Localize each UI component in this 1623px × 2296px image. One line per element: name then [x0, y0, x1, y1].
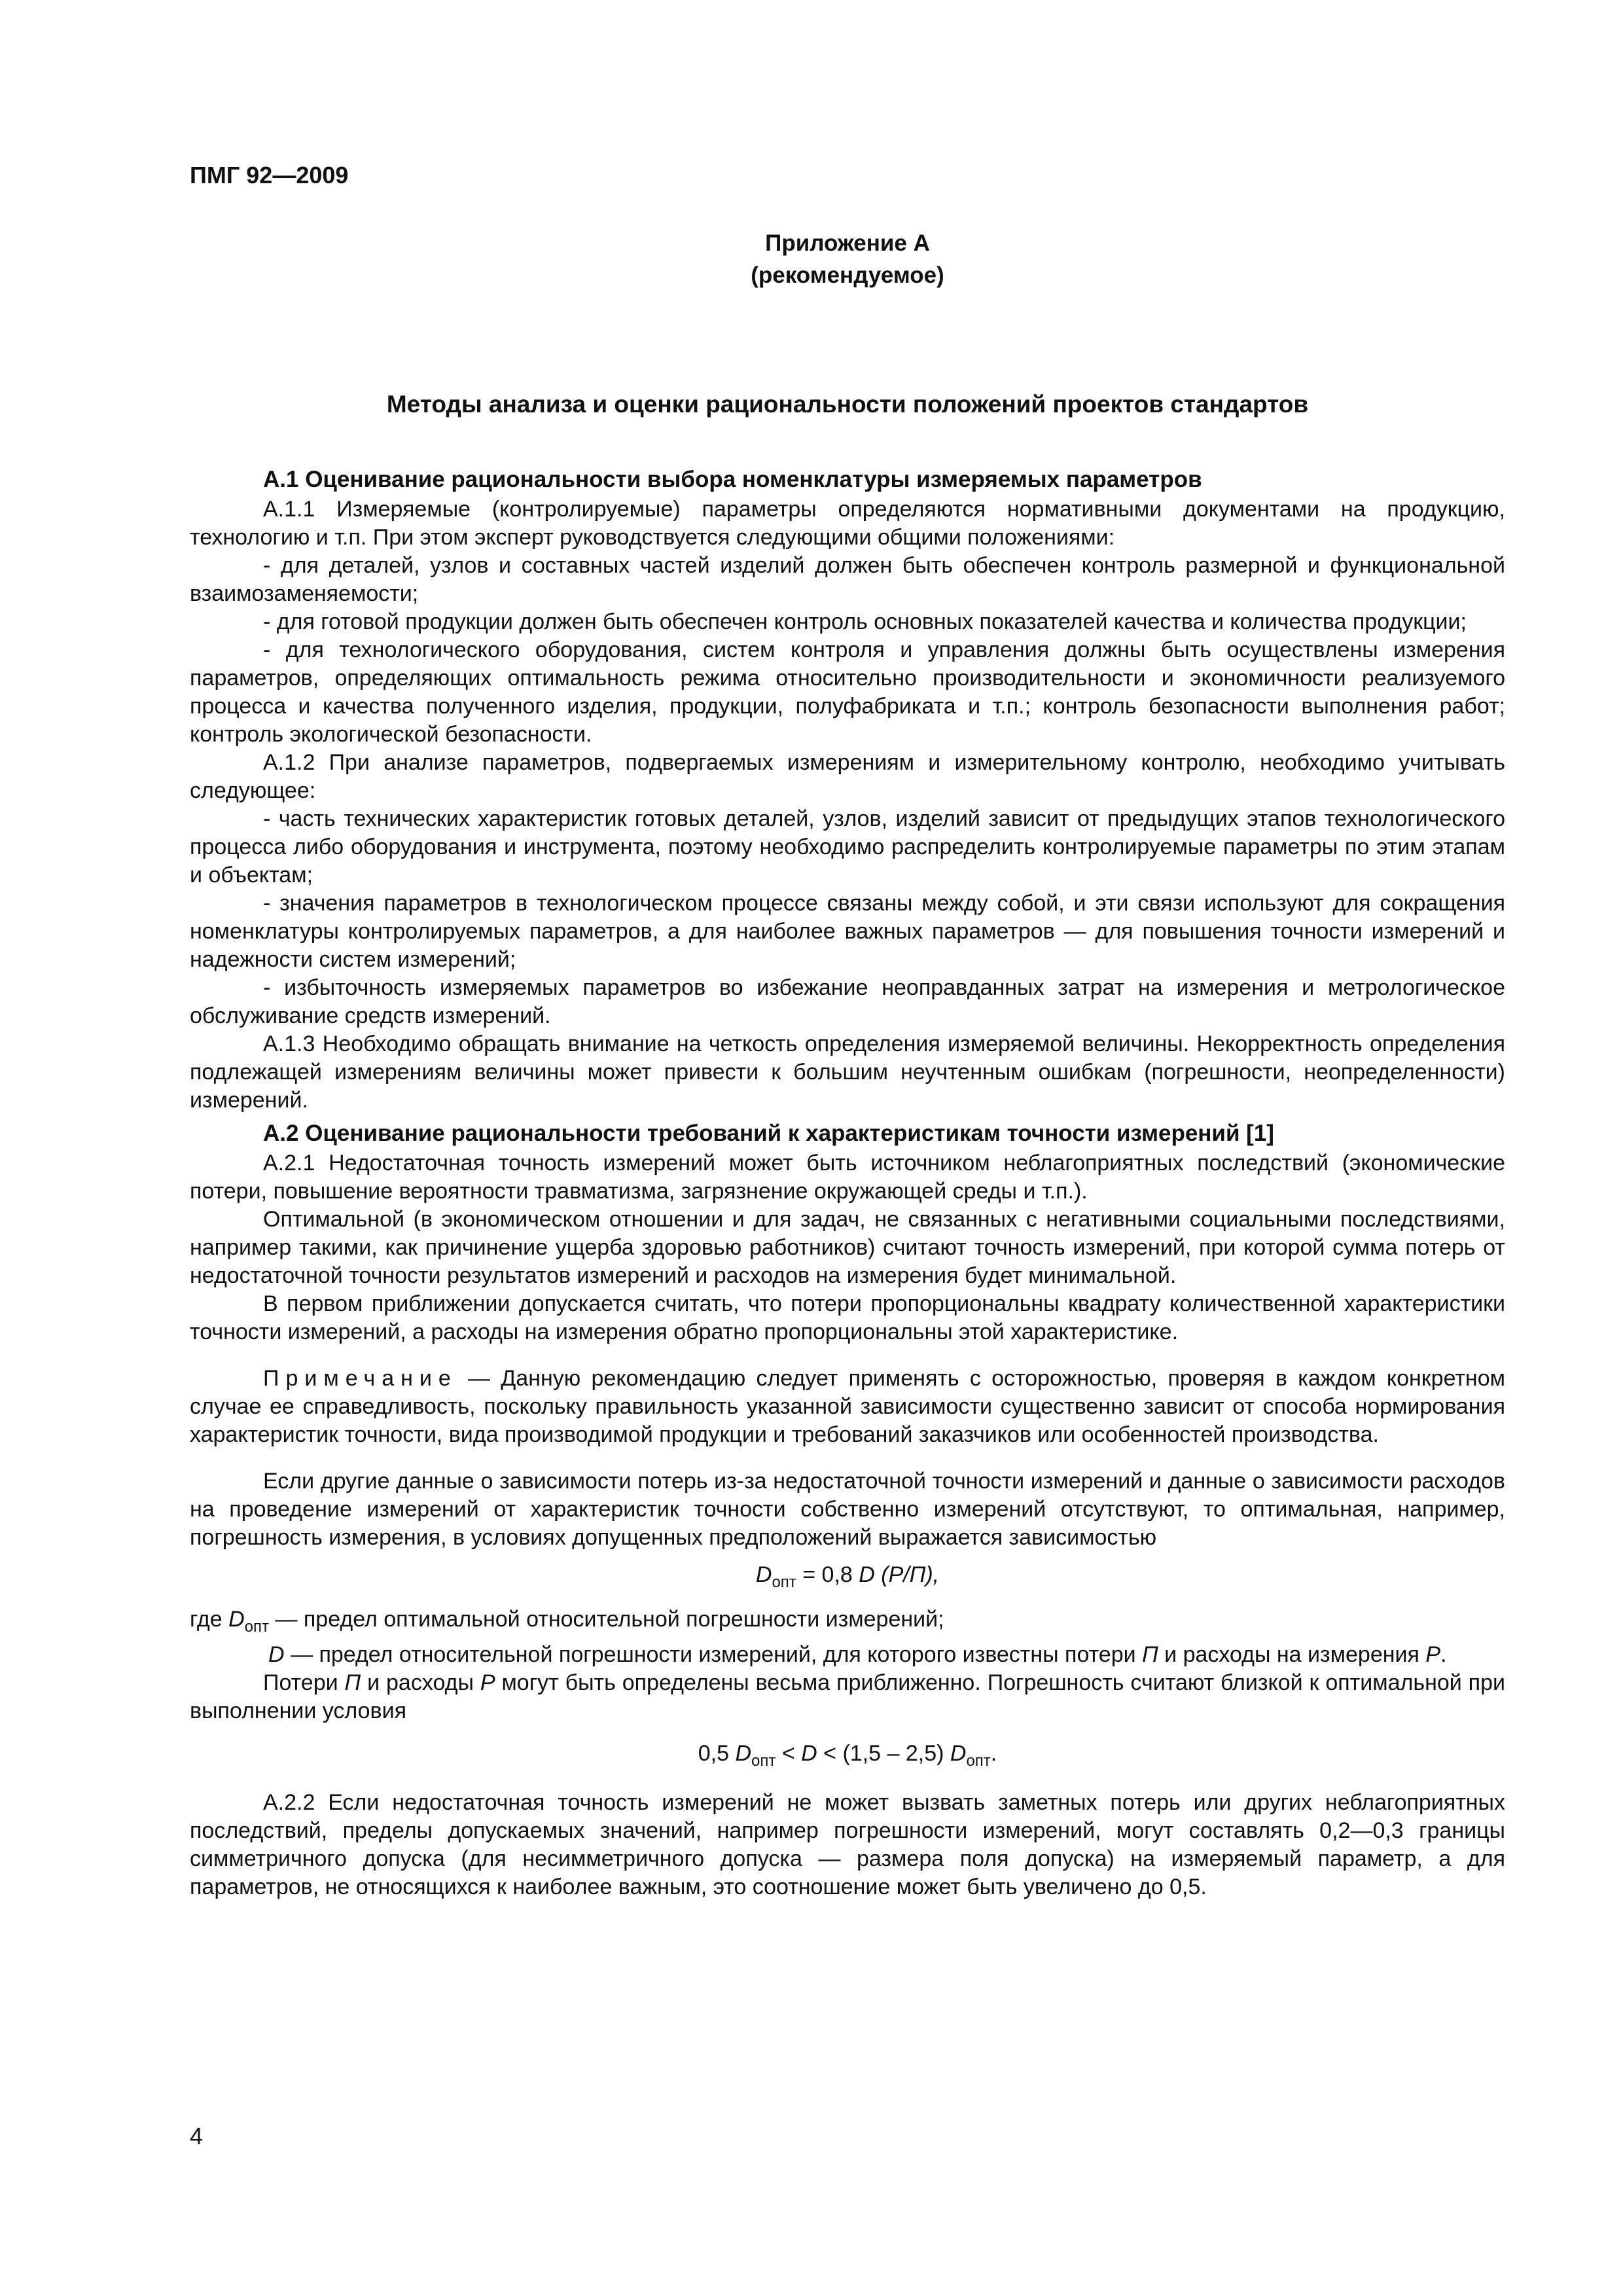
paragraph-a1-3: А.1.3 Необходимо обращать внимание на четкость определения измеряемой величины. Некорректность определения подлежащей измерениям величины может привести к большим неучтенным ошибкам (погрешности, неопределенности) измерений.	[190, 1031, 1505, 1113]
paragraph-a2-first-approx: В первом приближении допускается считать, что потери пропорциональны квадрату количественной характеристики точности измерений, а расходы на измерения обратно пропорциональны этой характеристике.	[190, 1291, 1505, 1344]
note-label: Примечание	[263, 1366, 457, 1391]
bullet-a1-1-3: - для технологического оборудования, систем контроля и управления должны быть осуществлены измерения параметров, определяющих оптимальность режима относительно производительности и экономичности реализуемого процесса и качества полученного изделия, продукции, полуфабриката и т.п.; контроль безопасности выполнения работ; контроль экологической безопасности.	[190, 637, 1505, 747]
paragraph-a2-optimal: Оптимальной (в экономическом отношении и для задач, не связанных с негативными социальными последствиями, например такими, как причинение ущерба здоровью работников) считают точность измерений, при которой сумма потерь от недостаточной точности результатов измерений и расходов на измерения будет минимальной.	[190, 1207, 1505, 1288]
appendix-subtitle: (рекомендуемое)	[751, 262, 944, 288]
formula-condition: 0,5 $D_{опт} < D < (1,5 - 2,5)$ $D_{опт}$.	[698, 1740, 997, 1770]
appendix-title: Приложение А	[765, 230, 930, 256]
bullet-a1-1-1: - для деталей, узлов и составных частей изделий должен быть обеспечен контроль размерной и функциональной взаимозаменяемости;	[190, 553, 1505, 606]
bullet-a1-2-2: - значения параметров в технологическом процессе связаны между собой, и эти связи используют для сокращения номенклатуры контролируемых параметров, а для наиболее важных параметров — для повышения точности измерений и надежности систем измерений;	[190, 891, 1505, 972]
formula-legend	[190, 1605, 1505, 1669]
paragraph-a1-2: А.1.2 При анализе параметров, подвергаемых измерениям и измерительному контролю, необходимо учитывать следующее:	[190, 750, 1505, 803]
bullet-a1-1-2: - для готовой продукции должен быть обеспечен контроль основных показателей качества и количества продукции;	[263, 609, 1467, 634]
page-number: 4	[190, 2123, 204, 2149]
section-a2-heading: А.2 Оценивание рациональности требований к характеристикам точности измерений [1]	[263, 1121, 1274, 1146]
paragraph-a2-1: А.2.1 Недостаточная точность измерений может быть источником неблагоприятных последствий (экономические потери, повышение вероятности травматизма, загрязнение окружающей среды и т.п.).	[190, 1151, 1505, 1204]
note-paragraph	[190, 1365, 1505, 1449]
paragraph-a1-1: А.1.1 Измеряемые (контролируемые) параметры определяются нормативными документами на продукцию, технологию и т.п. При этом эксперт руководствуется следующими общими положениями:	[190, 497, 1505, 550]
legend-item-dopt: где $D_{опт}$ — предел оптимальной относительной погрешности измерений;	[190, 1606, 944, 1636]
section-a1-heading: А.1 Оценивание рациональности выбора номенклатуры измеряемых параметров	[263, 467, 1202, 492]
paragraph-a2-dependency: Если другие данные о зависимости потерь из-за недостаточной точности измерений и данные о зависимости расходов на проведение измерений от характеристик точности собственно измерений отсутствуют, то оптимальная, например, погрешность измерения, в условиях допущенных предположений выражается зависимостью	[190, 1469, 1505, 1550]
legend-item-d: D — предел относительной погрешности измерений, для которого известны потери П и расходы на измерения Р.	[268, 1641, 1447, 1667]
note-text: — Данную рекомендацию следует применять с осторожностью, проверяя в каждом конкретном случае ее справедливость, поскольку правильность указанной зависимости существенно зависит от способа нормирования характеристик точности, вида производимой продукции и требований заказчиков или особенностей производства.	[190, 1366, 1505, 1447]
bullet-a1-2-3: - избыточность измеряемых параметров во избежание неоправданных затрат на измерения и метрологическое обслуживание средств измерений.	[190, 975, 1505, 1028]
formula-optimal-error: $D_{опт} = 0,8$ D (P/П),	[755, 1562, 940, 1591]
document-body	[190, 465, 1505, 1901]
main-title: Методы анализа и оценки рациональности положений проектов стандартов	[386, 391, 1309, 418]
paragraph-a2-2: А.2.2 Если недостаточная точность измерений не может вызвать заметных потерь или других неблагоприятных последствий, пределы допускаемых значений, например погрешности измерений, могут составлять 0,2—0,3 границы симметричного допуска (для несимметричного допуска — размера поля допуска) на измеряемый параметр, а для параметров, не относящихся к наиболее важным, это соотношение может быть увеличено до 0,5.	[190, 1790, 1505, 1900]
bullet-a1-2-1: - часть технических характеристик готовых деталей, узлов, изделий зависит от предыдущих этапов технологического процесса либо оборудования и инструмента, поэтому необходимо распределить контролируемые параметры по этим этапам и объектам;	[190, 806, 1505, 888]
paragraph-a2-losses: Потери П и расходы Р могут быть определены весьма приближенно. Погрешность считают близкой к оптимальной при выполнении условия	[190, 1670, 1505, 1723]
document-code: ПМГ 92—2009	[190, 162, 349, 188]
